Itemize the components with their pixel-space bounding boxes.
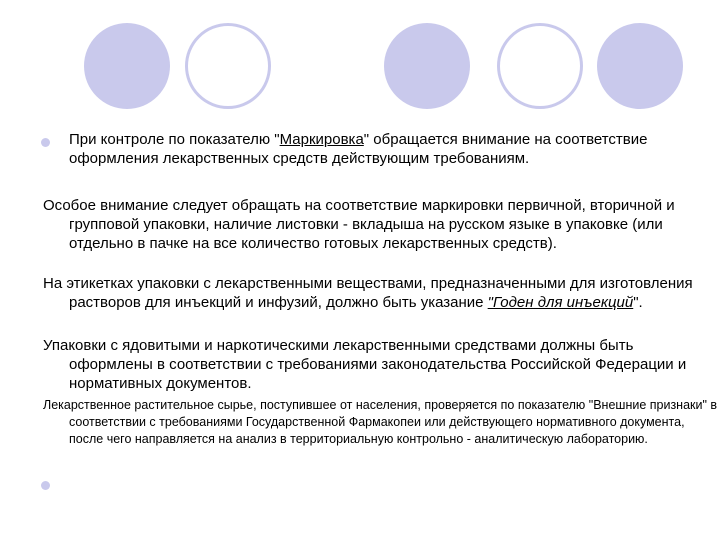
- bullet-icon: [41, 138, 50, 147]
- marking-link[interactable]: Маркировка: [279, 131, 364, 148]
- paragraph-poisonous: Упаковки с ядовитыми и наркотическими лекарственными средствами должны быть оформлены в соответствии с требованиями законодательства Российской Федерации и нормативных документов.: [43, 337, 687, 392]
- decorative-circle-ring: [497, 23, 583, 109]
- paragraph-text: ".: [633, 294, 643, 311]
- decorative-circle-filled: [384, 23, 470, 109]
- paragraph-text: На этикетках упаковки с лекарственными веществами, предназначенными для изготовления растворов для инъекций и инфузий, должно быть указание: [43, 275, 693, 311]
- bullet-icon: [41, 481, 50, 490]
- paragraph-packaging: Особое внимание следует обращать на соответствие маркировки первичной, вторичной и групповой упаковки, наличие листовки - вкладыша на русском языке в упаковке (или отдельно в пачке на все количество готовых лекарственных средств).: [43, 197, 675, 252]
- paragraph-text: При контроле по показателю ": [69, 131, 280, 148]
- decorative-circle-ring: [185, 23, 271, 109]
- decorative-circle-filled: [597, 23, 683, 109]
- paragraph-labels: [43, 274, 719, 312]
- paragraph-text: " обращается внимание на соответствие оформления лекарственных средств действующим требованиям.: [69, 131, 648, 167]
- injection-link[interactable]: "Годен для инъекций: [487, 294, 634, 311]
- paragraph-marking: [69, 130, 689, 168]
- decorative-circle-filled: [84, 23, 170, 109]
- paragraph-herbal: Лекарственное растительное сырье, поступившее от населения, проверяется по показателю "Внешние признаки" в соответствии с требованиями Государственной Фармакопеи или действующего нормативного документа, после чего направляется на анализ в территориальную контрольно - аналитическую лабораторию.: [43, 398, 718, 446]
